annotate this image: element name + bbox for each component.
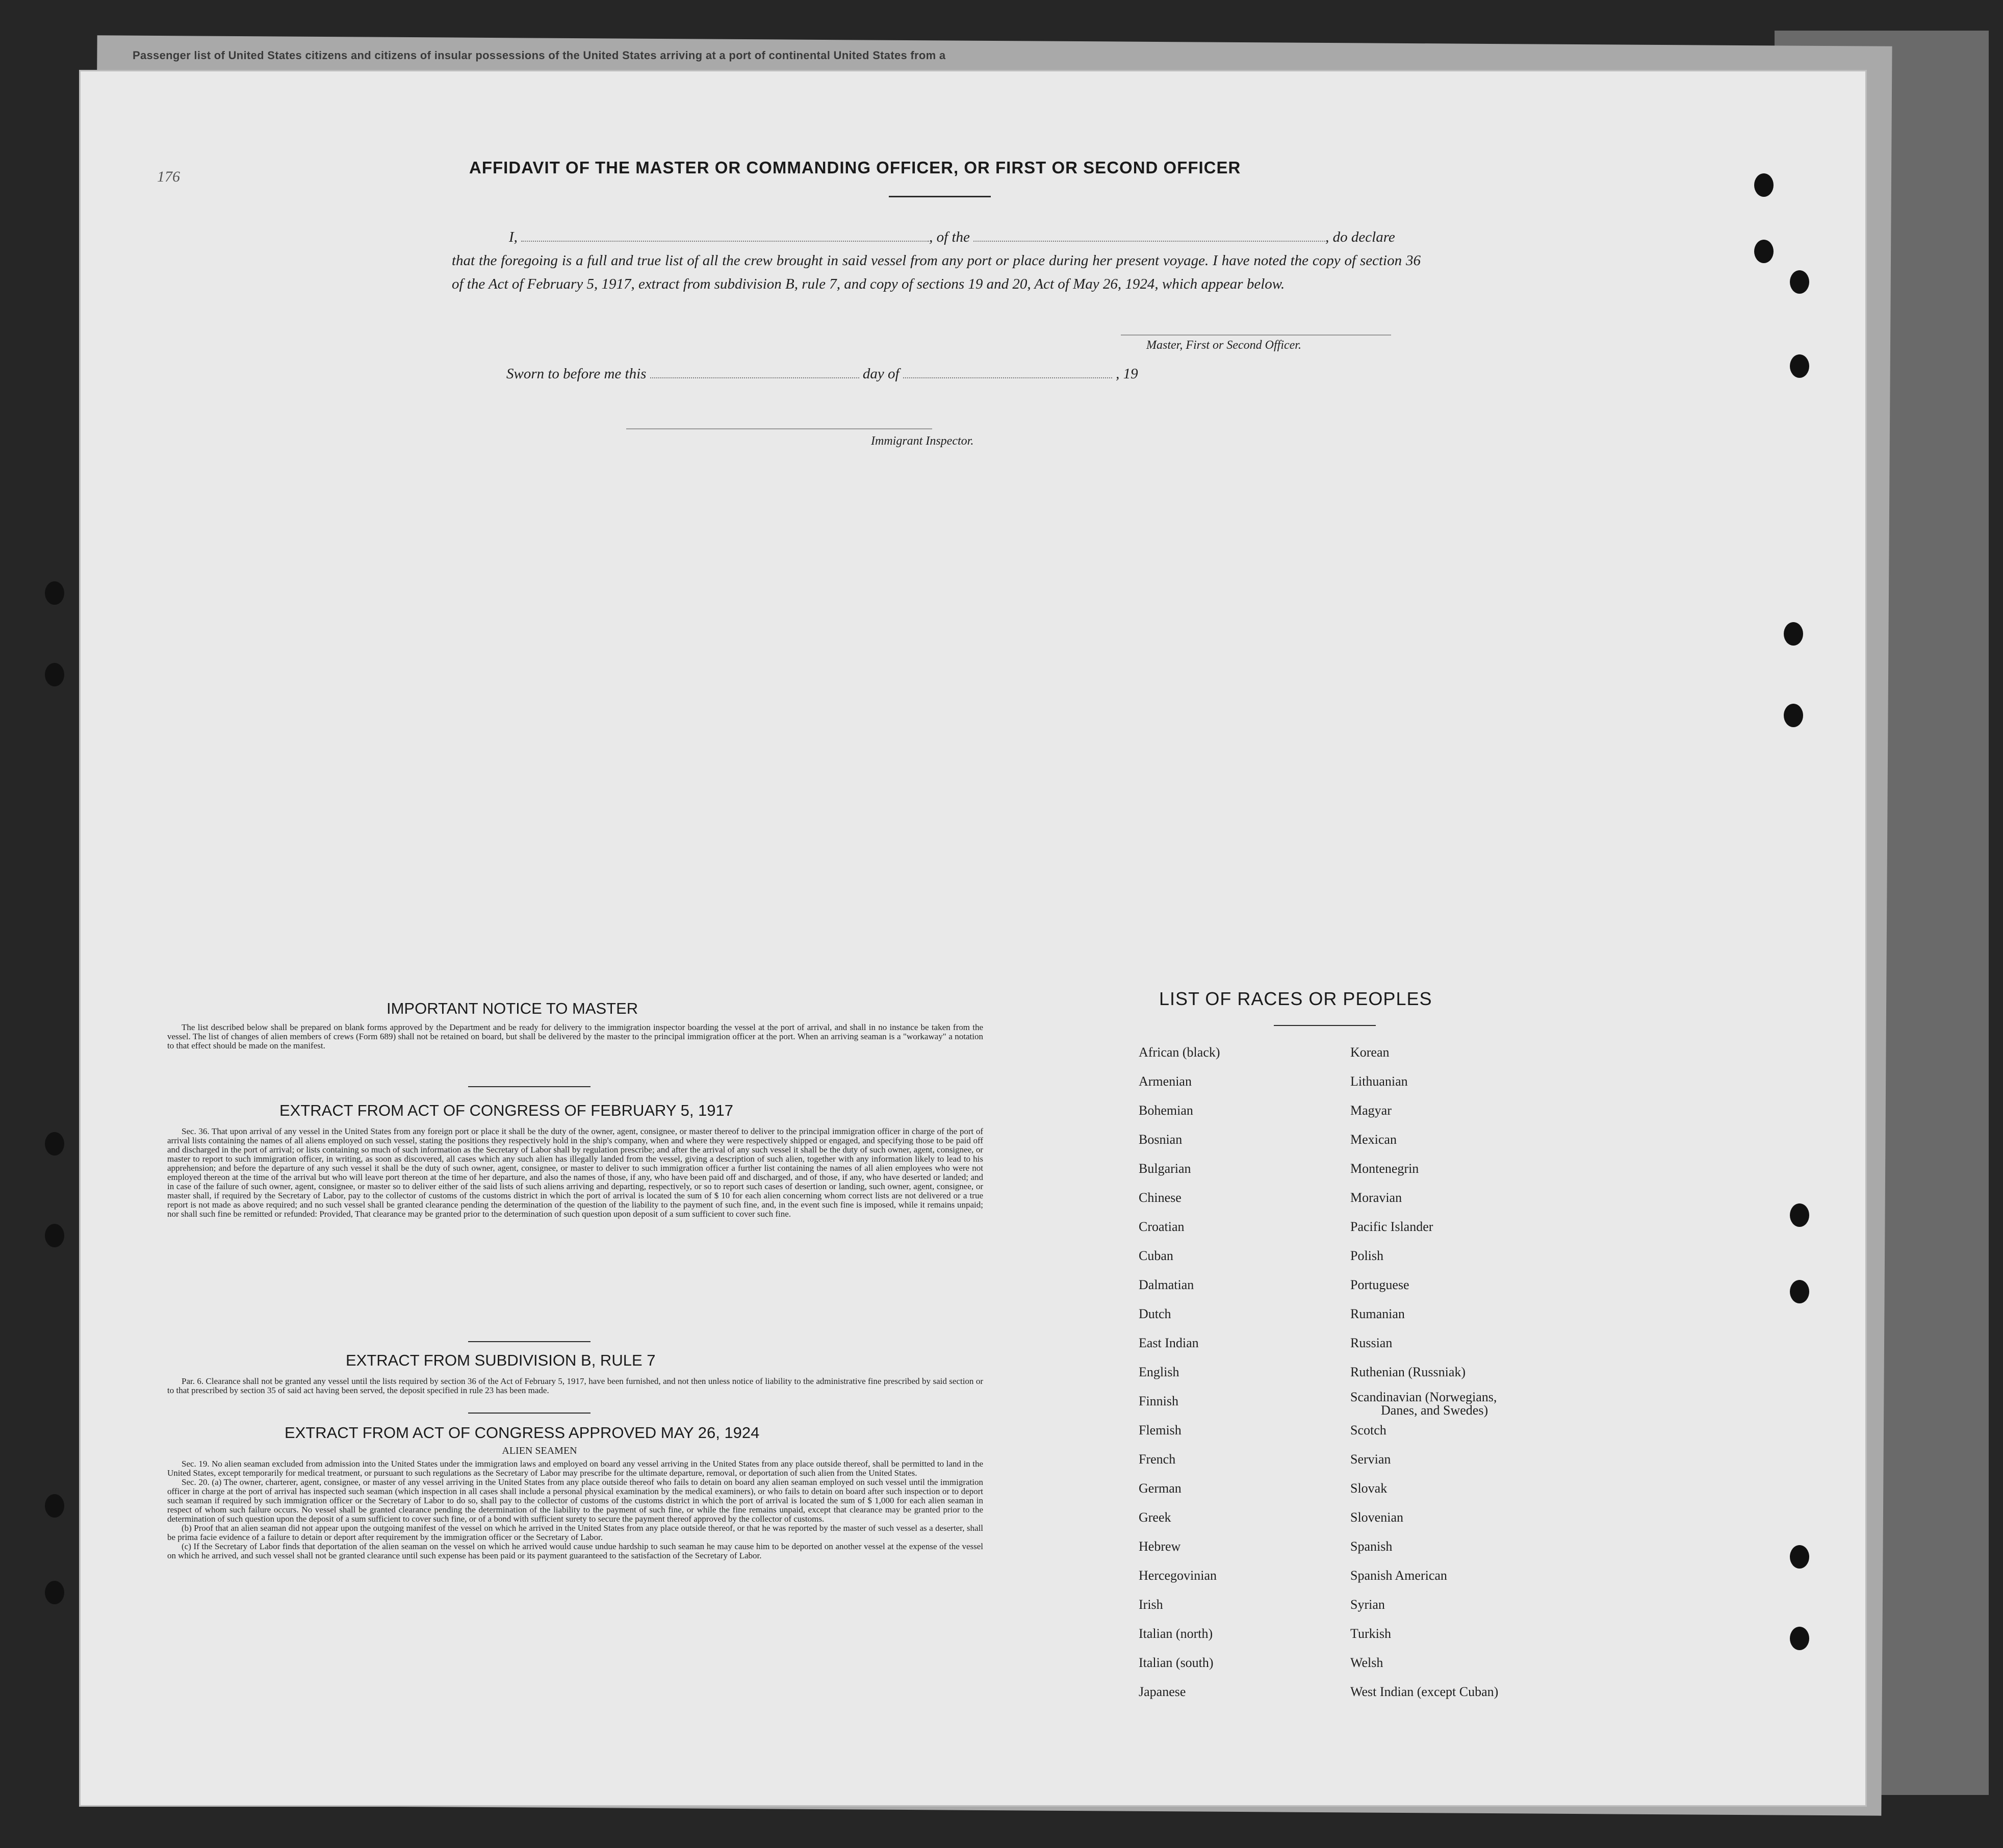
race-item: Flemish [1139, 1423, 1182, 1438]
punch-hole [45, 581, 64, 605]
sworn-line [506, 362, 1138, 386]
race-item: Italian (south) [1139, 1655, 1214, 1670]
extract-rule7-text [167, 1377, 983, 1395]
notice-text [167, 1023, 983, 1050]
race-item: Scandinavian (Norwegians, [1350, 1390, 1497, 1404]
extract-1917-text [167, 1127, 983, 1219]
notice-paragraph: The list described below shall be prepared on blank forms approved by the Department and be ready for delivery to the immigration inspector boarding the vessel at the port of arrival, and shall in no instance be taken from the vessel. The list of changes of alien members of crews (Form 689) shall not be retained on board, but shall be delivered by the master to the principal immigration officer at the port. When an arriving seaman is a "workaway" a notation to that effect should be made on the manifest. [167, 1022, 983, 1050]
race-item: Syrian [1350, 1597, 1385, 1612]
punch-hole [1790, 1203, 1809, 1227]
race-item: Croatian [1139, 1219, 1185, 1234]
race-item: Korean [1350, 1045, 1390, 1060]
race-item: Slovenian [1350, 1510, 1403, 1525]
section-36-paragraph: Sec. 36. That upon arrival of any vessel in the United States from any foreign port or place it shall be the duty of the owner, agent, consignee, or master thereof to deliver to the principal immigration officer in charge of the port of arrival lists containing the names of all aliens employed on such vessel, stating the positions they respectively hold in the ship's company, when and where they were respectively shipped or engaged, and specifying those to be paid off and discharged in the port of arrival; or lists containing so much of such information as the Secretary of Labor shall by regulation prescribe; and after the arrival of any such vessel it shall be the duty of such owner, agent, consignee, or master to report to such immigration officer, in writing, as soon as discovered, all cases which any such alien has illegally landed from the vessel, giving a description of such alien, together with any information likely to lead to his apprehension; and before the departure of any such vessel it shall be the duty of such owner, agent, consignee, or master to deliver to such immigration officer a further list containing the names of all alien employees who were not employed thereon at the time of the arrival but who will leave port thereon at the time of her departure, and also the names of those, if any, who have been paid off and discharged, and of those, if any, who have deserted or landed; and in case of the failure of such owner, agent, consignee, or master so to deliver either of the said lists of such aliens arriving and departing, respectively, or so to report such cases of desertion or landing, such owner, agent, consignee, or master shall, if required by the Secretary of Labor, pay to the collector of customs of the customs district in which the port of arrival is located the sum of $ 10 for each alien concerning whom correct lists are not delivered or a true report is not made as above required; and no such vessel shall be granted clearance pending the determination of the question of the liability to the payment of such fine, and, in the event such fine is imposed, while it remains unpaid; nor shall such fine be remitted or refunded: Provided, That clearance may be granted prior to the determination of such question upon deposit of a sum sufficient to cover such fine. [167, 1126, 983, 1219]
race-item: Welsh [1350, 1655, 1383, 1670]
inspector-signature-line [626, 428, 932, 429]
page-number-mark: 176 [157, 168, 180, 185]
paragraph-6: Par. 6. Clearance shall not be granted any vessel until the lists required by section 36 of the Act of February 5, 1917, have been furnished, and not then unless notice of liability to the administrative fine prescribed by said section or to that prescribed by section 35 of said act having been served, the deposit specified in rule 23 has been made. [167, 1376, 983, 1395]
race-item: African (black) [1139, 1045, 1220, 1060]
race-item: Cuban [1139, 1248, 1173, 1263]
race-item: Dalmatian [1139, 1277, 1194, 1292]
extract-1924-title: EXTRACT FROM ACT OF CONGRESS APPROVED MAY 26, 1924 [285, 1424, 760, 1442]
race-item: Finnish [1139, 1394, 1179, 1408]
sworn-day-label: day of [862, 366, 900, 382]
race-item: Hercegovinian [1139, 1568, 1217, 1583]
punch-hole [1754, 173, 1774, 197]
affidavit-page [81, 71, 1865, 1805]
punch-hole [45, 663, 64, 686]
race-item: Bosnian [1139, 1132, 1183, 1147]
race-item: Bohemian [1139, 1103, 1193, 1118]
race-item: Hebrew [1139, 1539, 1181, 1554]
notice-title: IMPORTANT NOTICE TO MASTER [387, 999, 638, 1017]
race-item: Servian [1350, 1452, 1391, 1467]
punch-hole [45, 1581, 64, 1604]
extract-1924-text [167, 1459, 983, 1560]
affidavit-title: AFFIDAVIT OF THE MASTER OR COMMANDING OFFICER, OR FIRST OR SECOND OFFICER [469, 158, 1241, 177]
section-19-paragraph: Sec. 19. No alien seaman excluded from admission into the United States under the immigration laws and employed on board any vessel arriving in the United States from any place outside thereof, shall be permitted to land in the United States, except temporarily for medical treatment, or pursuant to such regulations as the Secretary of Labor may prescribe for the ultimate departure, removal, or deportation of such alien from the United States. [167, 1459, 983, 1478]
races-divider [1274, 1025, 1376, 1026]
race-item: Magyar [1350, 1103, 1392, 1118]
sworn-year-label: , 19 [1116, 366, 1138, 382]
race-item: Chinese [1139, 1190, 1182, 1205]
race-item: Japanese [1139, 1684, 1186, 1699]
punch-hole [1790, 1545, 1809, 1569]
punch-hole [45, 1132, 64, 1156]
inspector-caption: Immigrant Inspector. [871, 434, 974, 448]
section-20b-paragraph: (b) Proof that an alien seaman did not appear upon the outgoing manifest of the vessel on which he arrived in the United States from any place outside thereof, or that he was reported by the master of such vessel as a deserter, shall be prima facie evidence of a failure to detain or deport after requirement by the immigration officer or the Secretary of Labor. [167, 1523, 983, 1542]
punch-hole [1790, 270, 1809, 294]
punch-hole [1790, 1627, 1809, 1650]
race-item: Spanish American [1350, 1568, 1447, 1583]
race-item: East Indian [1139, 1336, 1199, 1350]
extract-1917-divider [468, 1341, 590, 1342]
race-item: Russian [1350, 1336, 1393, 1350]
race-item: Lithuanian [1350, 1074, 1408, 1089]
race-item: Mexican [1350, 1132, 1397, 1147]
race-item: Scotch [1350, 1423, 1386, 1438]
notice-divider [468, 1086, 590, 1087]
race-item: Turkish [1350, 1626, 1391, 1641]
race-item: German [1139, 1481, 1182, 1496]
race-item: Greek [1139, 1510, 1171, 1525]
declaration-line [509, 225, 1508, 249]
races-title: LIST OF RACES OR PEOPLES [1159, 988, 1432, 1009]
race-item: Bulgarian [1139, 1161, 1191, 1176]
race-item: Ruthenian (Russniak) [1350, 1365, 1466, 1379]
race-item: Moravian [1350, 1190, 1402, 1205]
declaration-suffix: , do declare [1325, 229, 1395, 245]
race-item: Dutch [1139, 1306, 1171, 1321]
race-item-continuation: Danes, and Swedes) [1381, 1403, 1488, 1418]
race-item: West Indian (except Cuban) [1350, 1684, 1499, 1699]
race-item: Italian (north) [1139, 1626, 1213, 1641]
section-20c-paragraph: (c) If the Secretary of Labor finds that deportation of the alien seaman on the vessel on which he arrived would cause undue hardship to such seaman he may cause him to be deported on another vessel at the expense of the vessel on which he arrived, and such vessel shall not be granted clearance until such expense has been paid or its payment guaranteed to the satisfaction of the Secretary of Labor. [167, 1542, 983, 1560]
master-caption: Master, First or Second Officer. [1146, 339, 1301, 352]
affidavit-body: that the foregoing is a full and true list of all the crew brought in said vessel from any port or place during her present voyage. I have noted the copy of section 36 of the Act of February 5, 1917, extract from subdivision B, rule 7, and copy of sections 19 and 20, Act of May 26, 1924, which appear below. [452, 252, 1421, 292]
sworn-month-blank [903, 364, 1112, 378]
race-item: Pacific Islander [1350, 1219, 1433, 1234]
punch-hole [45, 1224, 64, 1247]
punch-hole [45, 1494, 64, 1518]
race-item: Montenegrin [1350, 1161, 1419, 1176]
sworn-prefix: Sworn to before me this [506, 366, 647, 382]
race-item: Spanish [1350, 1539, 1393, 1554]
vessel-blank [973, 227, 1325, 242]
extract-rule7-title: EXTRACT FROM SUBDIVISION B, RULE 7 [346, 1351, 656, 1369]
alien-seamen-subtitle: ALIEN SEAMEN [502, 1445, 577, 1456]
race-item: Rumanian [1350, 1306, 1405, 1321]
race-item: English [1139, 1365, 1179, 1379]
extract-1917-title: EXTRACT FROM ACT OF CONGRESS OF FEBRUARY 5, 1917 [279, 1101, 734, 1119]
title-underline [889, 196, 991, 197]
race-item: Portuguese [1350, 1277, 1409, 1292]
punch-hole [1790, 354, 1809, 378]
race-item: Armenian [1139, 1074, 1192, 1089]
race-item: Slovak [1350, 1481, 1388, 1496]
race-item: Polish [1350, 1248, 1384, 1263]
underlying-page-header: Passenger list of United States citizens and citizens of insular possessions of the United States arriving at a port of continental United States from a [133, 49, 946, 62]
punch-hole [1784, 622, 1803, 646]
sworn-day-blank [650, 364, 859, 378]
punch-hole [1784, 704, 1803, 727]
race-item: French [1139, 1452, 1176, 1467]
section-20a-paragraph: Sec. 20. (a) The owner, charterer, agent, consignee, or master of any vessel arriving in the United States from any place outside thereof who fails to detain on board any alien seaman employed on such vessel until the immigration officer in charge at the port of arrival has inspected such seaman (which inspection in all cases shall include a personal physical examination by the medical examiners), or who fails to detain on board after such inspection or to deport such seaman if required by such immigration officer or the Secretary of Labor to do so, shall pay to the collector of customs of the customs district in which the port of arrival is located the sum of $ 1,000 for each alien seaman in respect of whom such failure occurs. No vessel shall be granted clearance pending the determination of the liability to the payment of such fine, or while the fine remains unpaid, except that clearance may be granted prior to the determination of such question upon the deposit of a sum sufficient to cover such fine, or of a bond with sufficient surety to secure the payment thereof approved by the collector of customs. [167, 1477, 983, 1524]
name-blank [521, 227, 929, 242]
declaration-middle: , of the [929, 229, 970, 245]
punch-hole [1754, 240, 1774, 263]
punch-hole [1790, 1280, 1809, 1303]
race-item: Irish [1139, 1597, 1163, 1612]
extract-rule7-divider [468, 1413, 590, 1414]
master-signature-line [1121, 335, 1391, 336]
declaration-prefix: I, [509, 229, 518, 245]
